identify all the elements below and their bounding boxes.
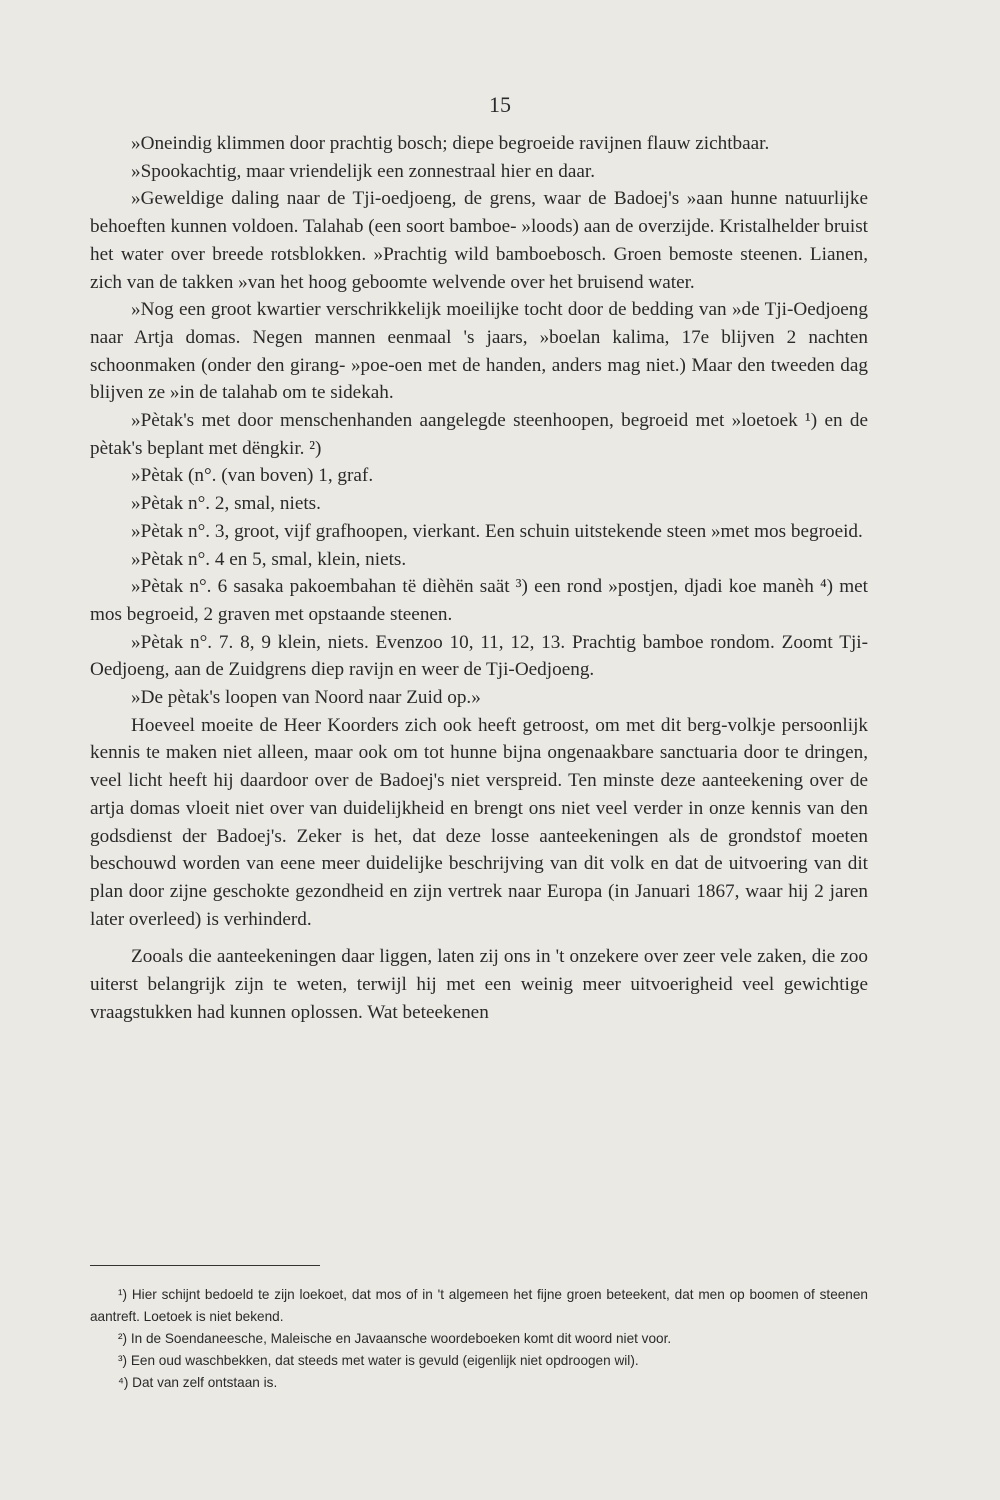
footnotes [90,1284,868,1394]
footnote: ⁴) Dat van zelf ontstaan is. [118,1375,278,1390]
paragraph: »Pètak n°. 2, smal, niets. [131,493,321,515]
paragraph: »Spookachtig, maar vriendelijk een zonnestraal hier en daar. [131,160,596,182]
paragraph: »Pètak's met door menschenhanden aangelegde steenhoopen, begroeid met »loetoek ¹) en de pètak's beplant met dëngkir. ²) [90,410,868,459]
footnote-divider [90,1265,320,1266]
footnote: ¹) Hier schijnt bedoeld te zijn loekoet, dat mos of in 't algemeen het fijne groen beteekent, dat men op boomen of steenen aantreft. Loetoek is niet bekend. [90,1287,868,1324]
page-number: 15 [489,92,511,117]
footnote: ²) In de Soendaneesche, Maleische en Javaansche woordeboeken komt dit woord niet voor. [118,1331,672,1346]
paragraph: »De pètak's loopen van Noord naar Zuid op.» [131,687,481,709]
paragraph: »Pètak n°. 7. 8, 9 klein, niets. Evenzoo 10, 11, 12, 13. Prachtig bamboe rondom. Zoomt Tji-Oedjoeng, aan de Zuidgrens diep ravijn en weer de Tji-Oedjoeng. [90,631,868,681]
paragraph: Hoeveel moeite de Heer Koorders zich ook heeft getroost, om met dit berg-volkje persoonlijk kennis te maken niet alleen, maar ook om tot hunne bijna ongenaakbare sanctuaria door te dringen, veel licht heeft hij daardoor over de Badoej's niet verspreid. Ten minste deze aanteekening over de artja domas vloeit niet over van duidelijkheid en brengt ons niet veel verder in onze kennis van den godsdienst der Badoej's. Zeker is het, dat deze losse aanteekeningen als de grondstof moeten beschouwd worden van eene meer duidelijke beschrijving van dit volk en dat de uitvoering van dit plan door zijne geschokte gezondheid en zijn vertrek naar Europa (in Januari 1867, waar hij 2 jaren later overleed) is verhinderd. [90,714,868,930]
paragraph: »Geweldige daling naar de Tji-oedjoeng, de grens, waar de Badoej's »aan hunne natuurlijke behoeften kunnen voldoen. Talahab (een soort bamboe- »loods) aan de overzijde. Kristalhelder bruist het water over breede rotsblokken. »Prachtig wild bamboebosch. Groen bemoste steenen. Lianen, zich van de takken »van het hoog geboomte welvende over het bruisend water. [90,188,868,293]
paragraph: »Pètak n°. 3, groot, vijf grafhoopen, vierkant. Een schuin uitstekende steen »met mos begroeid. [131,520,863,542]
paragraph: »Nog een groot kwartier verschrikkelijk moeilijke tocht door de bedding van »de Tji-Oedjoeng naar Artja domas. Negen mannen eenmaal 's jaars, »boelan kalima, 17e blijven 2 nachten schoonmaken (onder den girang- »poe-oen met de handen, anders mag niet.) Maar den tweeden dag blijven ze »in de talahab om te sidekah. [90,299,868,404]
paragraph: »Pètak (n°. (van boven) 1, graf. [131,465,374,487]
body-text [90,130,868,1027]
paragraph: »Pètak n°. 4 en 5, smal, klein, niets. [131,548,407,570]
footnote: ³) Een oud waschbekken, dat steeds met water is gevuld (eigenlijk niet opdroogen wil). [118,1353,639,1368]
paragraph: Zooals die aanteekeningen daar liggen, laten zij ons in 't onzekere over zeer vele zaken, die zoo uiterst belangrijk zijn te weten, terwijl hij met een weinig meer uitvoerigheid veel gewichtige vraagstukken had kunnen oplossen. Wat beteekenen [90,946,868,1023]
paragraph: »Pètak n°. 6 sasaka pakoembahan të dièhën saät ³) een rond »postjen, djadi koe manèh ⁴) met mos begroeid, 2 graven met opstaande steenen. [90,576,868,625]
paragraph: »Oneindig klimmen door prachtig bosch; diepe begroeide ravijnen flauw zichtbaar. [131,133,770,154]
